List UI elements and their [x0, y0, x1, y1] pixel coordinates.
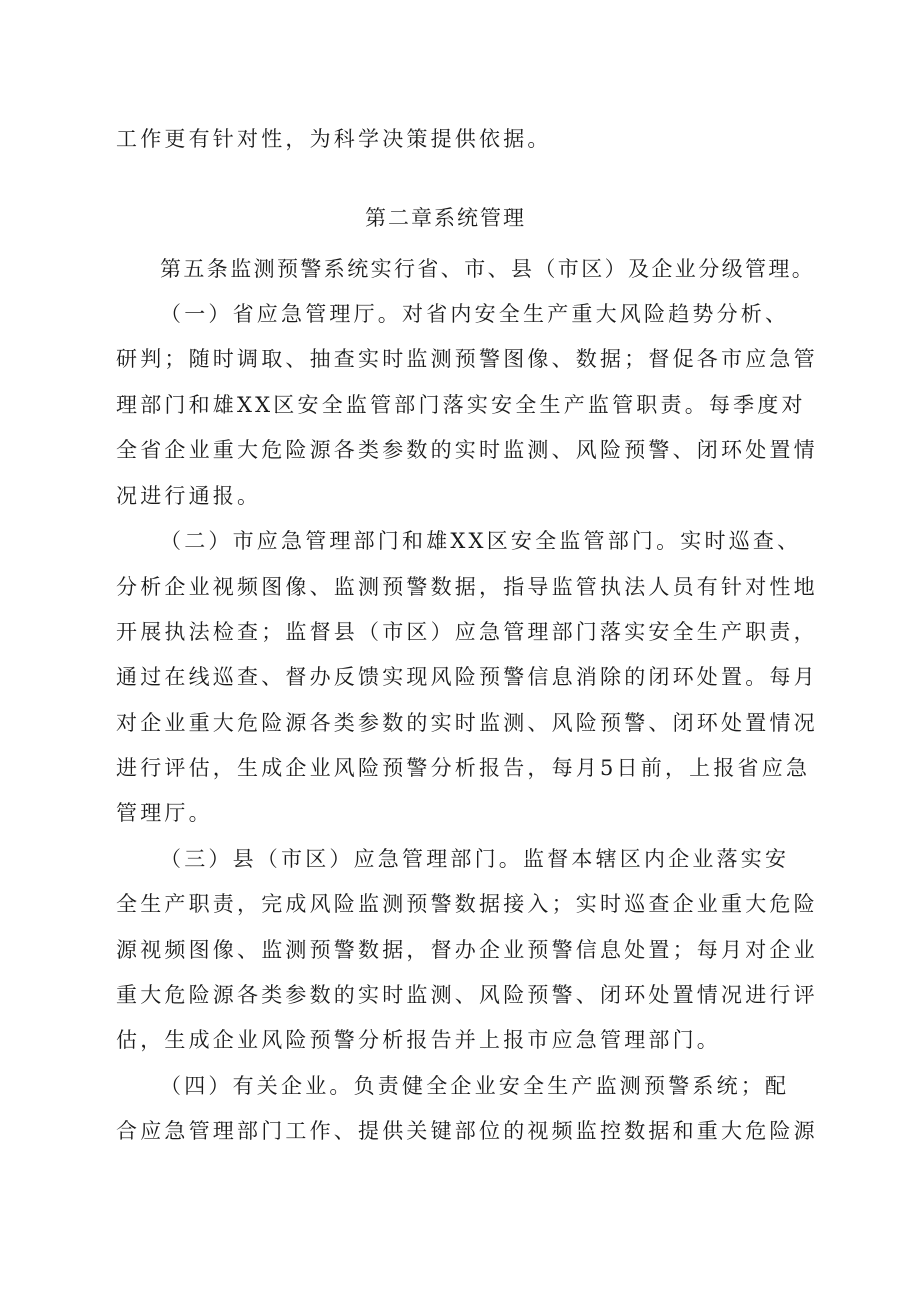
paragraph-line: 对企业重大危险源各类参数的实时监测、风险预警、闭环处置情况 — [116, 711, 818, 735]
paragraph-line: 理部门和雄XX区安全监管部门落实安全生产监管职责。每季度对 — [116, 393, 806, 417]
paragraph-line: 况进行通报。 — [116, 484, 262, 508]
paragraph-line: （三）县（市区）应急管理部门。监督本辖区内企业落实安 — [160, 847, 790, 871]
chapter-heading: 第二章系统管理 — [365, 206, 526, 230]
paragraph-line: 源视频图像、监测预警数据，督办企业预警信息处置；每月对企业 — [116, 938, 818, 962]
paragraph-line: （四）有关企业。负责健全企业安全生产监测预警系统；配 — [160, 1074, 790, 1098]
article-line: 第五条监测预警系统实行省、市、县（市区）及企业分级管理。 — [160, 257, 816, 281]
paragraph-line: 估，生成企业风险预警分析报告并上报市应急管理部门。 — [116, 1028, 721, 1052]
paragraph-line: 分析企业视频图像、监测预警数据，指导监管执法人员有针对性地 — [116, 575, 818, 599]
paragraph-line: 全生产职责，完成风险监测预警数据接入；实时巡查企业重大危险 — [116, 892, 818, 916]
paragraph-line: 开展执法检查；监督县（市区）应急管理部门落实安全生产职责， — [116, 620, 818, 644]
paragraph-line: 全省企业重大危险源各类参数的实时监测、风险预警、闭环处置情 — [116, 438, 818, 462]
paragraph-line: 重大危险源各类参数的实时监测、风险预警、闭环处置情况进行评 — [116, 983, 818, 1007]
paragraph-line: 工作更有针对性，为科学决策提供依据。 — [116, 127, 552, 151]
paragraph-line: （一）省应急管理厅。对省内安全生产重大风险趋势分析、 — [160, 302, 790, 326]
paragraph-line: （二）市应急管理部门和雄XX区安全监管部门。实时巡查、 — [160, 529, 802, 553]
paragraph-line: 管理厅。 — [116, 801, 213, 825]
paragraph-line: 合应急管理部门工作、提供关键部位的视频监控数据和重大危险源 — [116, 1119, 818, 1143]
paragraph-line: 通过在线巡查、督办反馈实现风险预警信息消除的闭环处置。每月 — [116, 665, 818, 689]
paragraph-line: 研判；随时调取、抽查实时监测预警图像、数据；督促各市应急管 — [116, 347, 818, 371]
paragraph-line: 进行评估，生成企业风险预警分析报告，每月5日前，上报省应急 — [116, 756, 811, 780]
